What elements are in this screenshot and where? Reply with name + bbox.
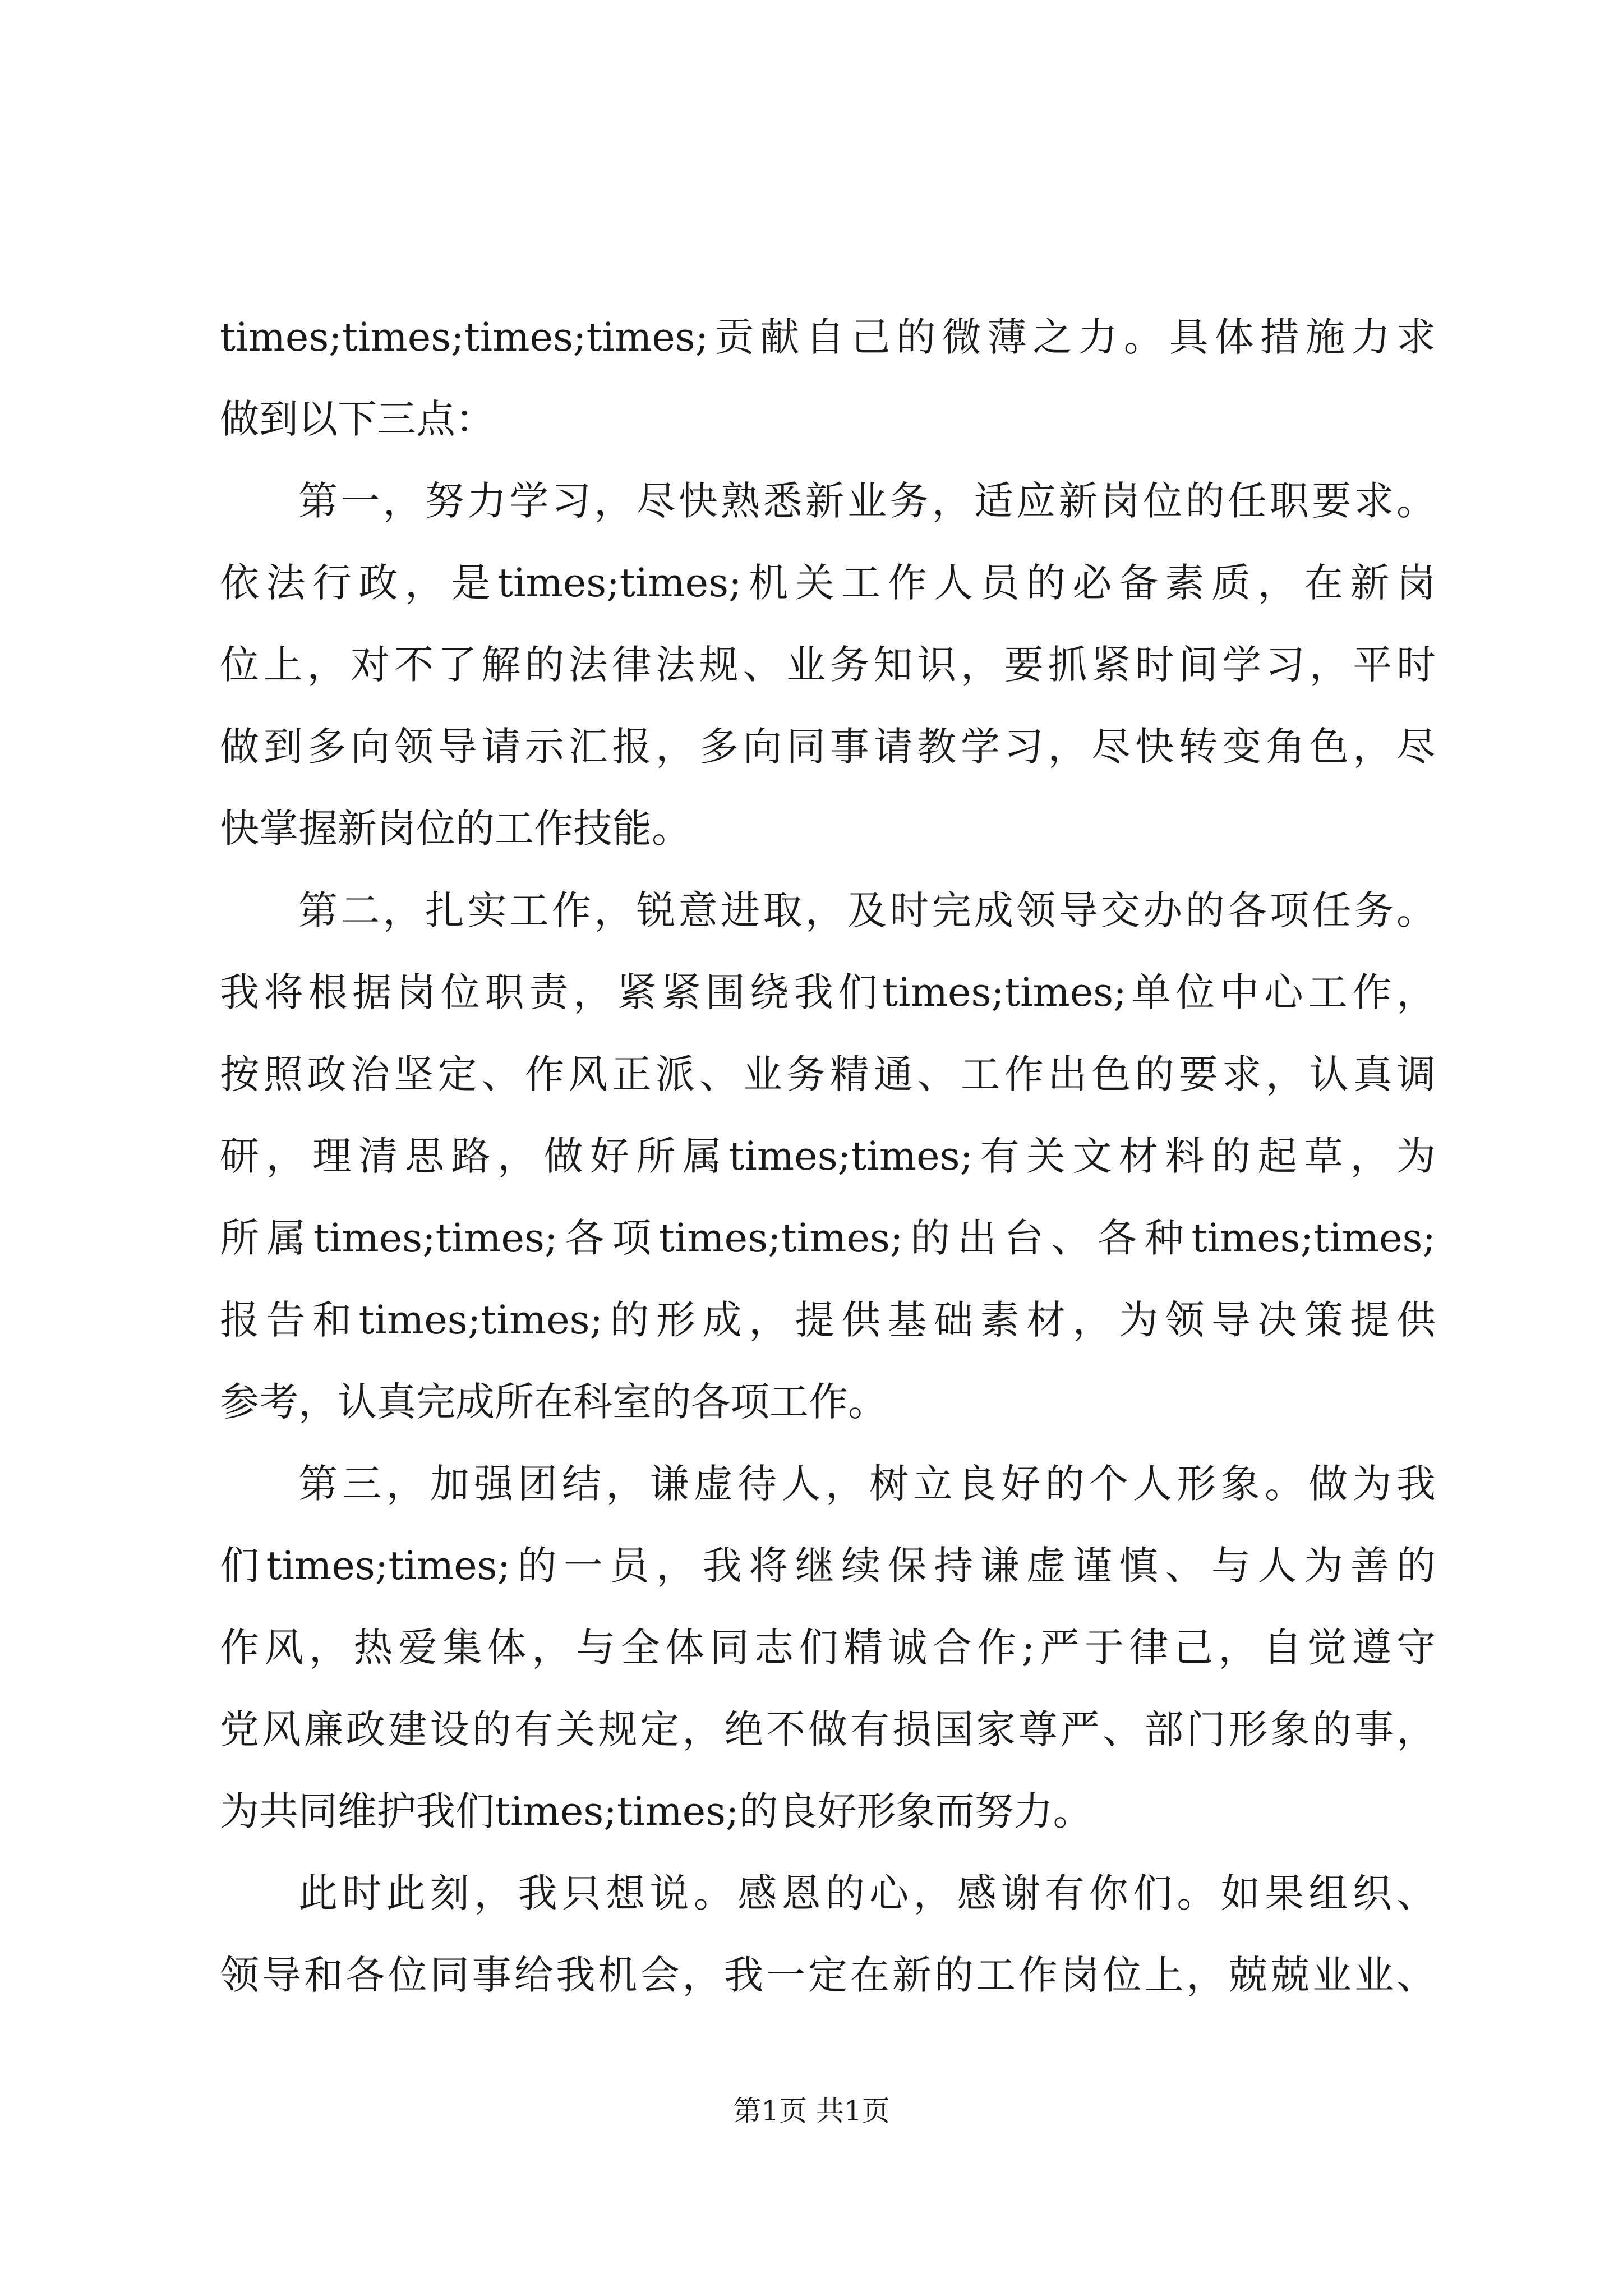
text-line: 按照政治坚定、作风正派、业务精通、工作出色的要求，认真调 bbox=[220, 1051, 1436, 1097]
text-line: 作风，热爱集体，与全体同志们精诚合作;严于律己，自觉遵守 bbox=[220, 1625, 1436, 1671]
text-line: 参考，认真完成所在科室的各项工作。 bbox=[220, 1379, 887, 1425]
text-line: 做到多向领导请示汇报，多向同事请教学习，尽快转变角色，尽 bbox=[220, 724, 1436, 770]
text-line: 第二，扎实工作，锐意进取，及时完成领导交办的各项任务。 bbox=[298, 887, 1436, 933]
text-line: times;times;times;times;贡献自己的微薄之力。具体措施力求 bbox=[220, 314, 1436, 360]
text-line: 我将根据岗位职责，紧紧围绕我们times;times;单位中心工作， bbox=[220, 969, 1436, 1015]
text-line: 党风廉政建设的有关规定，绝不做有损国家尊严、部门形象的事， bbox=[220, 1706, 1436, 1752]
text-line: 为共同维护我们times;times;的良好形象而努力。 bbox=[220, 1788, 1092, 1834]
text-line: 领导和各位同事给我机会，我一定在新的工作岗位上，兢兢业业、 bbox=[220, 1952, 1436, 1998]
text-line: 们times;times;的一员，我将继续保持谦虚谨慎、与人为善的 bbox=[220, 1543, 1436, 1589]
page-footer bbox=[0, 2091, 1623, 2131]
text-line: 研，理清思路，做好所属times;times;有关文材料的起草，为 bbox=[220, 1133, 1436, 1179]
text-line: 第三，加强团结，谦虚待人，树立良好的个人形象。做为我 bbox=[298, 1461, 1436, 1507]
text-line: 做到以下三点： bbox=[220, 396, 495, 442]
text-line: 位上，对不了解的法律法规、业务知识，要抓紧时间学习，平时 bbox=[220, 642, 1436, 688]
body-text bbox=[220, 296, 1436, 2016]
text-line: 第一，努力学习，尽快熟悉新业务，适应新岗位的任职要求。 bbox=[298, 478, 1436, 524]
text-line: 所属times;times;各项times;times;的出台、各种times;times; bbox=[220, 1215, 1436, 1261]
text-line: 依法行政，是times;times;机关工作人员的必备素质，在新岗 bbox=[220, 560, 1436, 606]
text-line: 此时此刻，我只想说。感恩的心，感谢有你们。如果组织、 bbox=[298, 1870, 1436, 1916]
page-number: 第1页 共1页 bbox=[733, 2095, 890, 2127]
text-line: 快掌握新岗位的工作技能。 bbox=[220, 806, 691, 852]
text-line: 报告和times;times;的形成，提供基础素材，为领导决策提供 bbox=[220, 1297, 1436, 1343]
